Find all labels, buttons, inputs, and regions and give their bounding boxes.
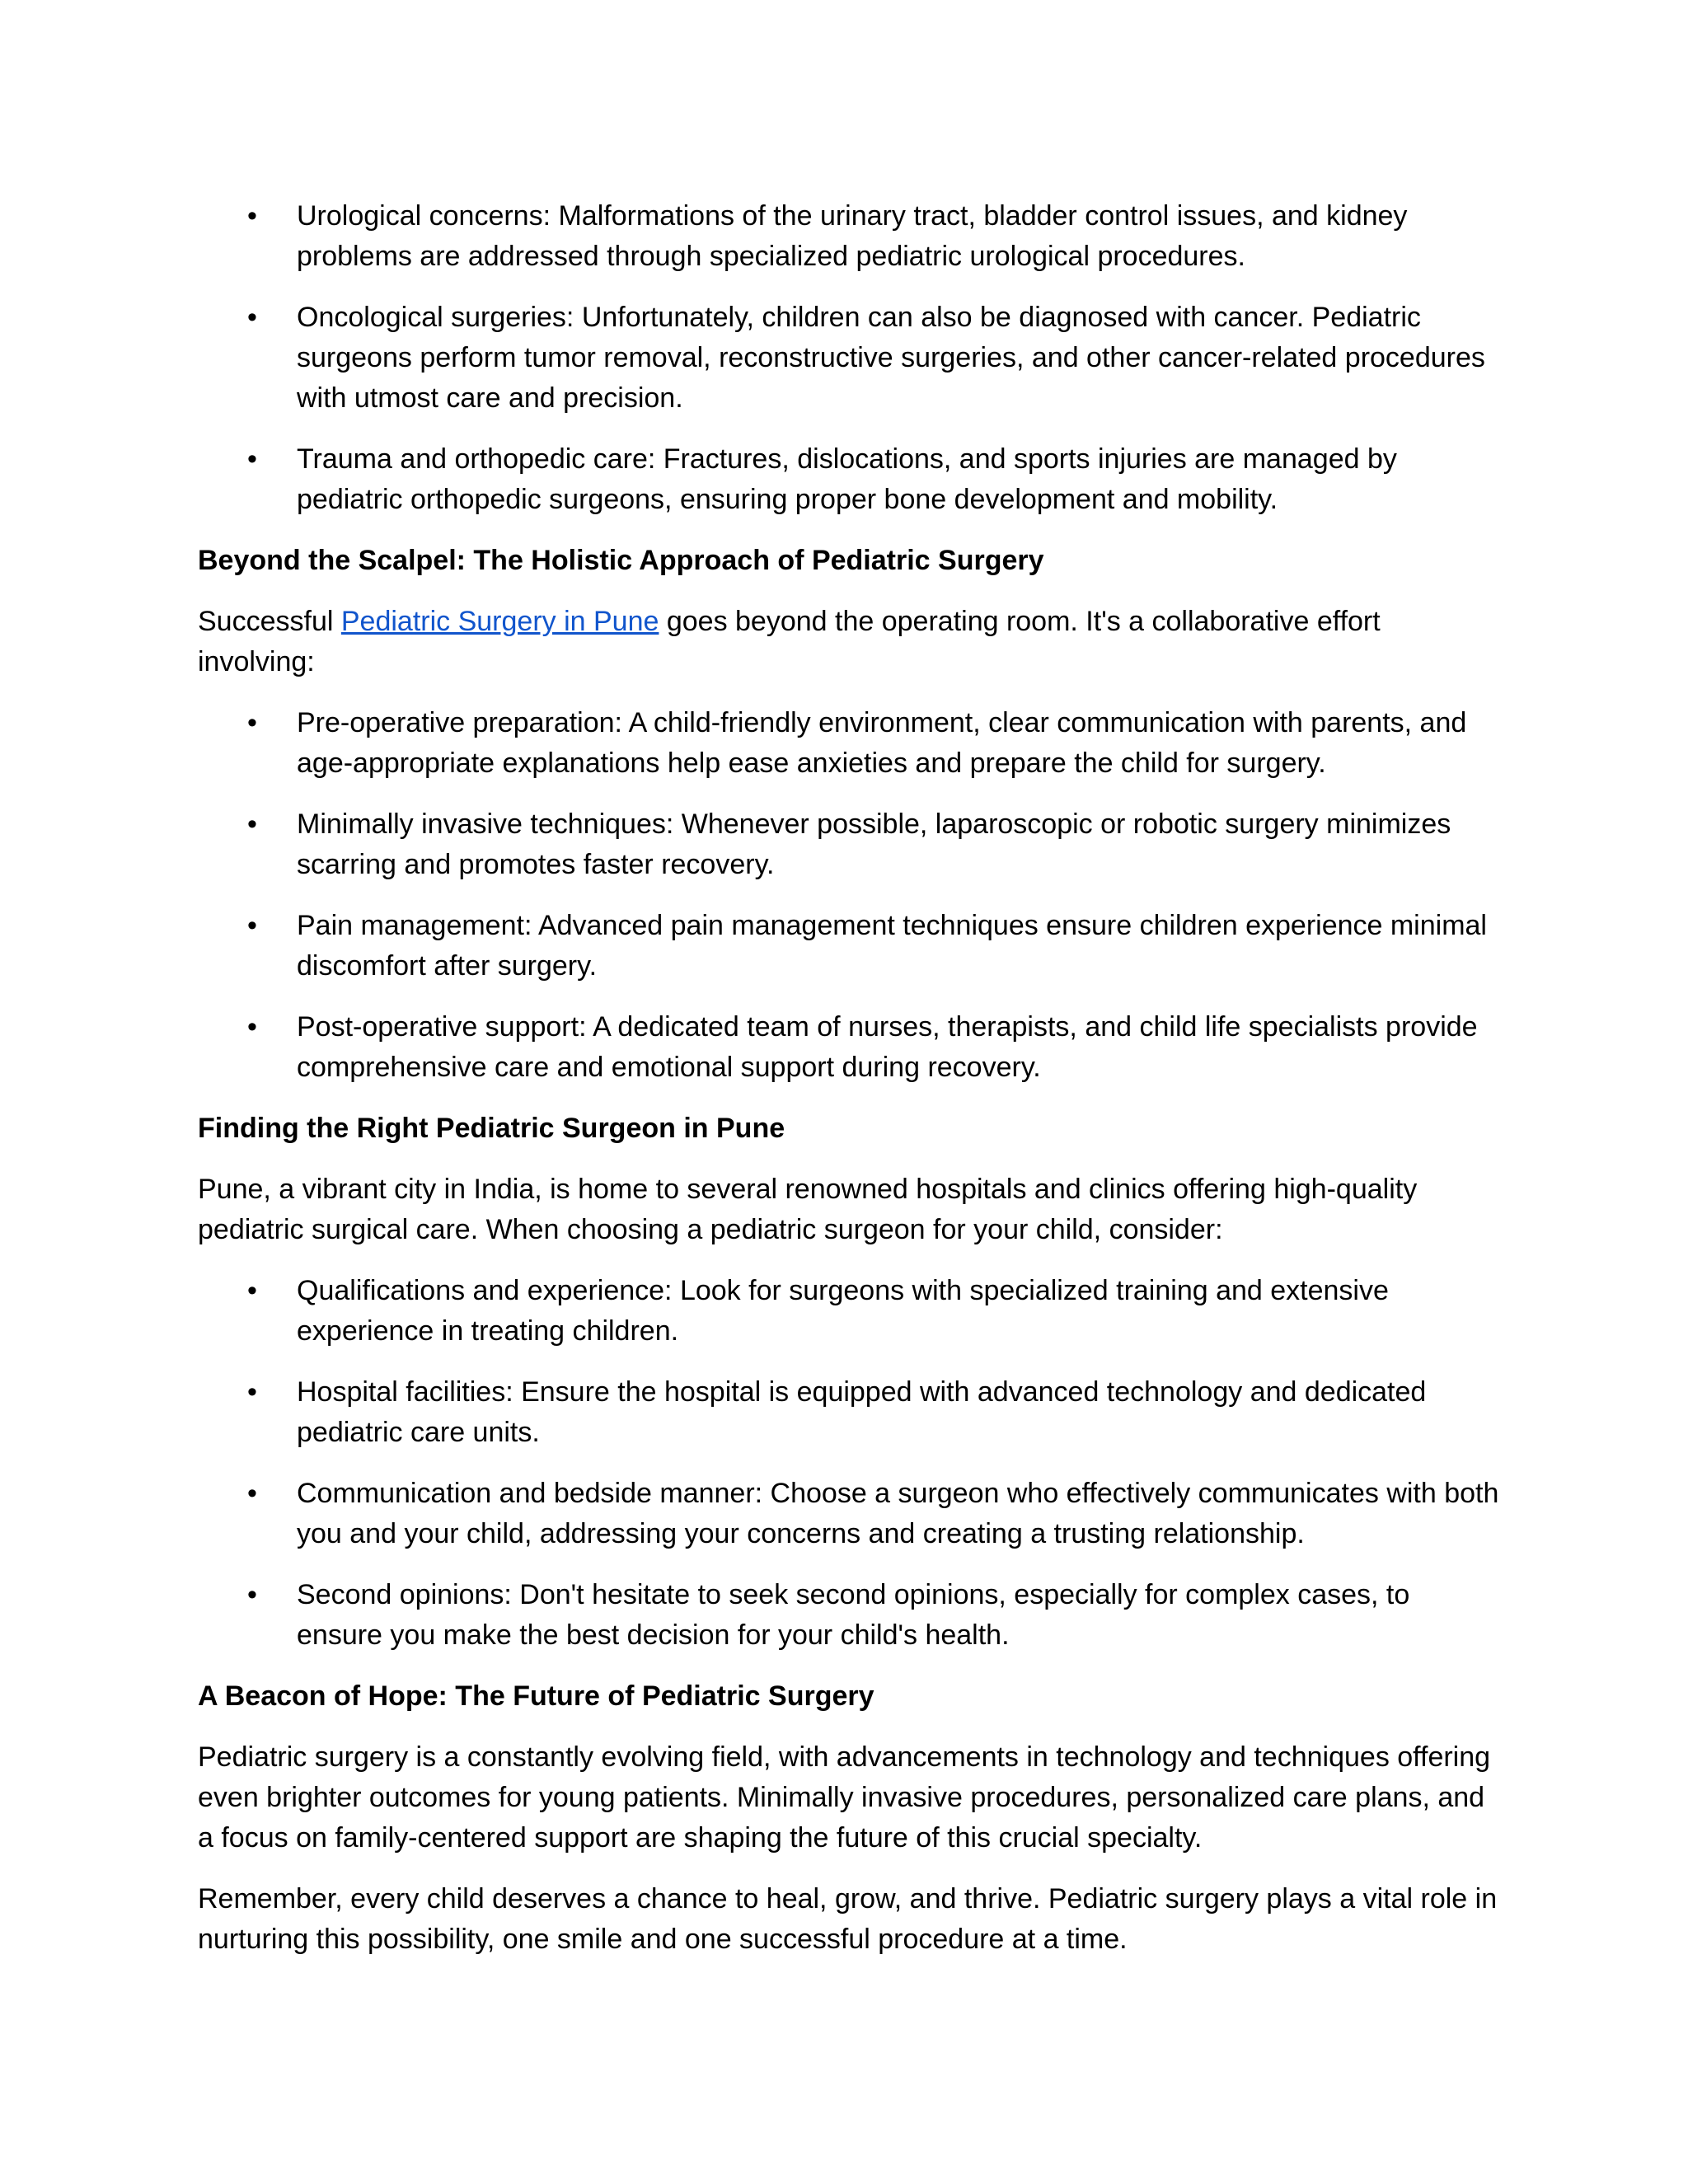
list-item-text: Minimally invasive techniques: Whenever possible, laparoscopic or robotic surgery minimizes scarring and promotes faster recovery. [297, 808, 1451, 880]
list-item-text: Urological concerns: Malformations of the urinary tract, bladder control issues, and kidney problems are addressed through specialized pediatric urological procedures. [297, 200, 1408, 272]
list-item [198, 1007, 1500, 1088]
intro-text-before-link: Successful [198, 606, 341, 637]
list-item-text: Second opinions: Don't hesitate to seek second opinions, especially for complex cases, to ensure you make the best decision for your child's health. [297, 1579, 1410, 1651]
list-item [198, 1372, 1500, 1453]
list-item-text: Trauma and orthopedic care: Fractures, dislocations, and sports injuries are managed by pediatric orthopedic surgeons, ensuring proper bone development and mobility. [297, 443, 1397, 515]
urology-oncology-trauma-list [198, 196, 1500, 520]
pediatric-surgery-pune-link[interactable]: Pediatric Surgery in Pune [340, 606, 659, 637]
list-item-text: Pain management: Advanced pain management techniques ensure children experience minimal discomfort after surgery. [297, 910, 1487, 982]
section-heading-holistic-approach: Beyond the Scalpel: The Holistic Approach of Pediatric Surgery [198, 545, 1044, 576]
bullet-icon: • [247, 302, 257, 333]
finding-surgeon-list [198, 1271, 1500, 1656]
list-item [198, 196, 1500, 277]
bullet-icon: • [247, 808, 257, 840]
bullet-icon: • [247, 200, 257, 232]
list-item [198, 1575, 1500, 1656]
intro-text-after-link: goes beyond the operating room. It's a collaborative effort involving: [198, 606, 1381, 677]
document-page [198, 196, 1500, 1980]
list-item [198, 906, 1500, 987]
list-item-text: Communication and bedside manner: Choose a surgeon who effectively communicates with both you and your child, addressing your concerns and creating a trusting relationship. [297, 1478, 1499, 1549]
list-item [198, 439, 1500, 520]
list-item [198, 298, 1500, 419]
holistic-intro-paragraph [198, 602, 1500, 682]
list-item-text: Post-operative support: A dedicated team of nurses, therapists, and child life specialists provide comprehensive care and emotional support during recovery. [297, 1011, 1478, 1083]
list-item-text: Pre-operative preparation: A child-friendly environment, clear communication with parents, and age-appropriate explanations help ease anxieties and prepare the child for surgery. [297, 707, 1467, 779]
bullet-icon: • [247, 707, 257, 738]
list-item-text: Qualifications and experience: Look for surgeons with specialized training and extensive experience in treating children. [297, 1275, 1389, 1347]
bullet-icon: • [247, 443, 257, 475]
list-item-text: Hospital facilities: Ensure the hospital is equipped with advanced technology and dedicated pediatric care units. [297, 1376, 1427, 1448]
holistic-approach-list [198, 703, 1500, 1088]
list-item-text: Oncological surgeries: Unfortunately, children can also be diagnosed with cancer. Pediatric surgeons perform tumor removal, reconstructive surgeries, and other cancer-related procedures with utmost care and precision. [297, 302, 1485, 414]
bullet-icon: • [247, 1478, 257, 1509]
bullet-icon: • [247, 1011, 257, 1043]
bullet-icon: • [247, 910, 257, 941]
list-item [198, 1474, 1500, 1554]
list-item [198, 804, 1500, 885]
list-item [198, 703, 1500, 784]
future-paragraph-1: Pediatric surgery is a constantly evolving field, with advancements in technology and techniques offering even brighter outcomes for young patients. Minimally invasive procedures, personalized care plans, and a focus on family-centered support are shaping the future of this crucial specialty. [198, 1741, 1491, 1854]
finding-surgeon-intro-paragraph: Pune, a vibrant city in India, is home to several renowned hospitals and clinics offering high-quality pediatric surgical care. When choosing a pediatric surgeon for your child, consider: [198, 1174, 1418, 1245]
bullet-icon: • [247, 1376, 257, 1408]
bullet-icon: • [247, 1275, 257, 1306]
section-heading-finding-surgeon: Finding the Right Pediatric Surgeon in Pune [198, 1113, 785, 1144]
future-paragraph-2: Remember, every child deserves a chance to heal, grow, and thrive. Pediatric surgery plays a vital role in nurturing this possibility, one smile and one successful procedure at a time. [198, 1883, 1498, 1955]
section-heading-future: A Beacon of Hope: The Future of Pediatric Surgery [198, 1680, 874, 1712]
bullet-icon: • [247, 1579, 257, 1610]
list-item [198, 1271, 1500, 1352]
